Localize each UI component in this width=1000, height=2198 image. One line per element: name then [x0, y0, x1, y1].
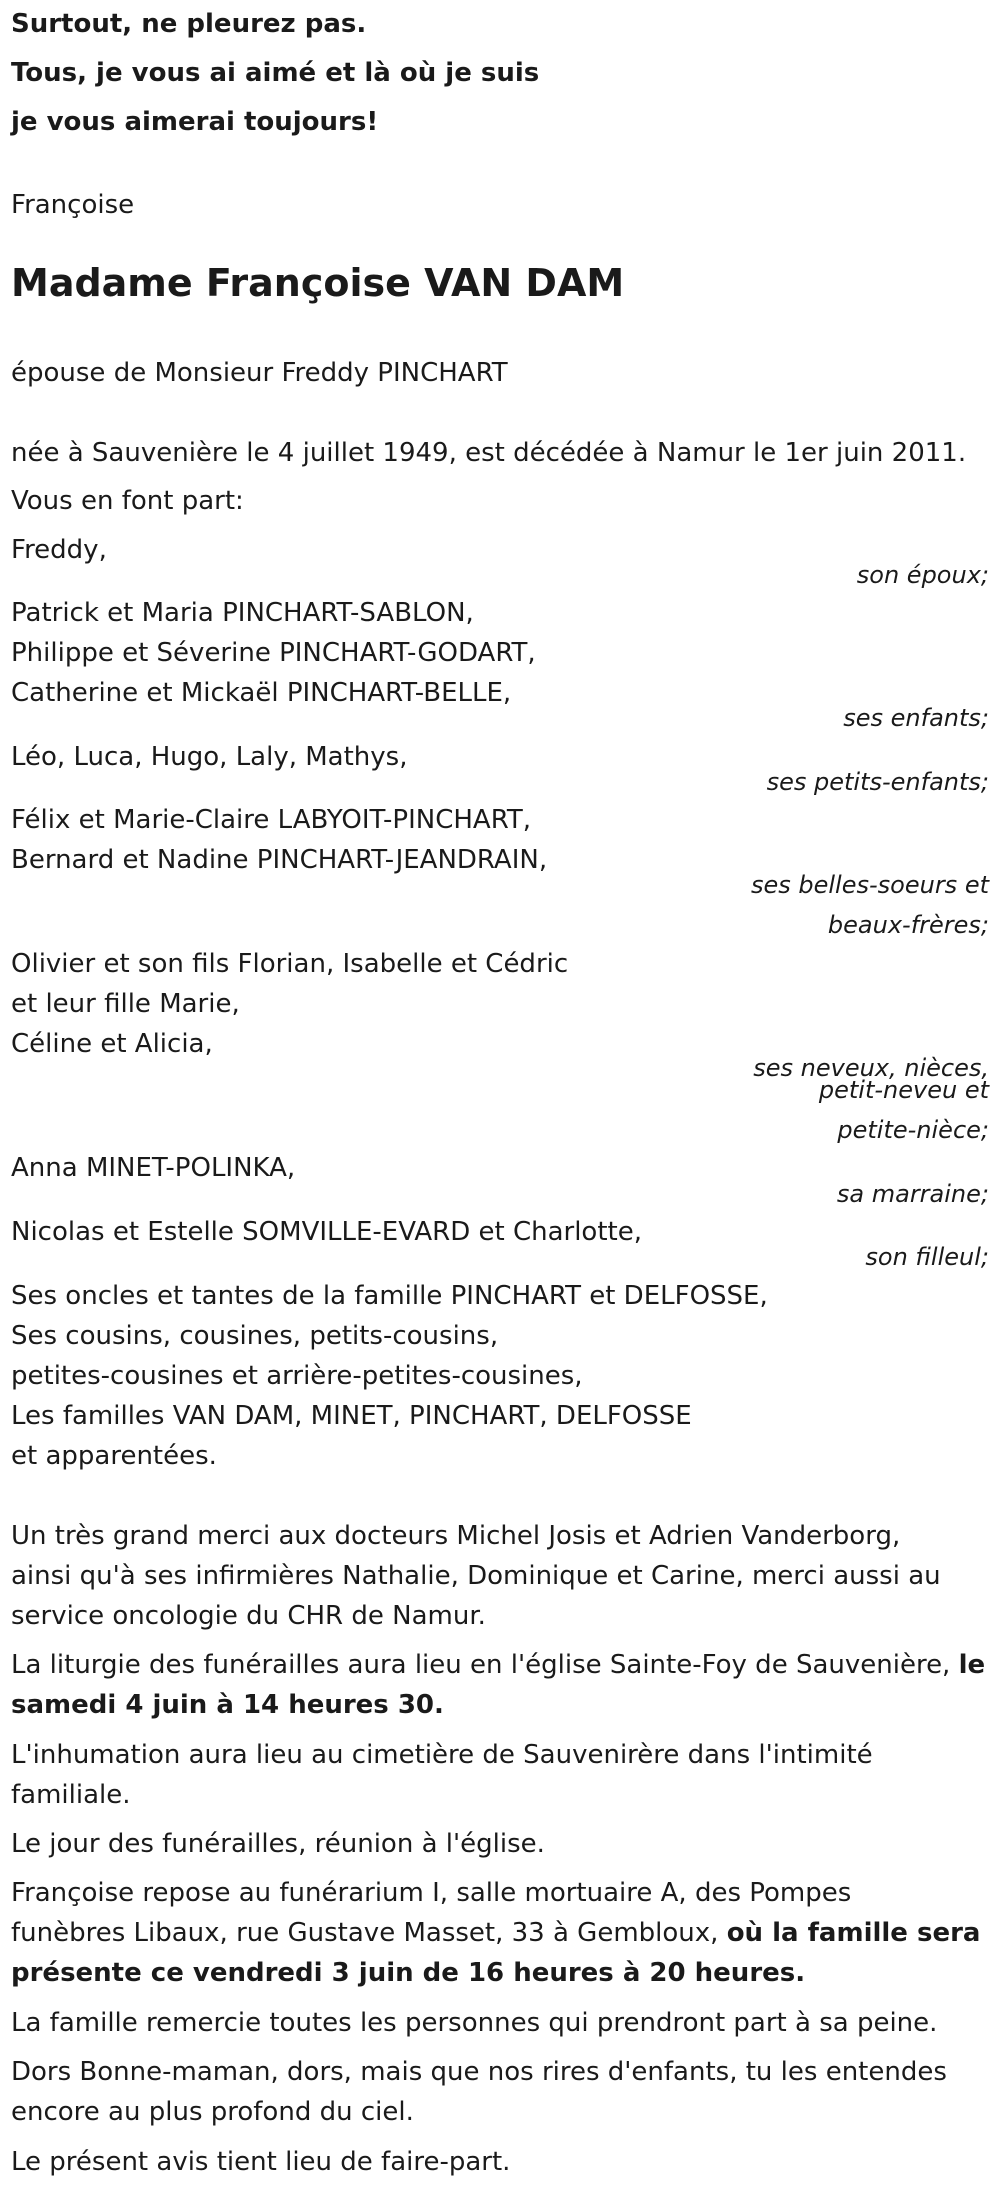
poem-line: je vous aimerai toujours! — [11, 107, 379, 137]
mourner-name: Freddy, — [11, 535, 107, 565]
deceased-name-title: Madame Françoise VAN DAM — [11, 261, 625, 305]
mourner-name: Céline et Alicia, — [11, 1029, 213, 1059]
relation-label: son filleul; — [865, 1243, 989, 1271]
mourner-name: petites-cousines et arrière-petites-cousines, — [11, 1361, 583, 1391]
relation-label: son époux; — [856, 561, 989, 589]
mourner-name: et leur fille Marie, — [11, 989, 240, 1019]
repose-family-presence-time: présente ce vendredi 3 juin de 16 heures à 20 heures. — [11, 1958, 806, 1988]
meeting-line: Le jour des funérailles, réunion à l'église. — [11, 1829, 545, 1859]
mourner-name: Olivier et son fils Florian, Isabelle et Cédric — [11, 949, 569, 979]
liturgy-text: La liturgie des funérailles aura lieu en l'église Sainte-Foy de Sauvenière, — [11, 1650, 959, 1680]
poem-signature: Françoise — [11, 190, 135, 220]
mourner-name: Les familles VAN DAM, MINET, PINCHART, DELFOSSE — [11, 1401, 692, 1431]
birth-death-line: née à Sauvenière le 4 juillet 1949, est décédée à Namur le 1er juin 2011. — [11, 438, 967, 468]
relation-label: ses neveux, nièces, — [753, 1054, 989, 1082]
liturgy-line — [11, 1645, 985, 1685]
relation-label: sa marraine; — [836, 1180, 989, 1208]
repose-text: funèbres Libaux, rue Gustave Masset, 33 à Gembloux, — [11, 1918, 727, 1948]
mourner-name: Ses cousins, cousines, petits-cousins, — [11, 1321, 499, 1351]
relation-label: ses belles-soeurs et — [750, 871, 989, 899]
repose-line — [11, 1913, 980, 1953]
relation-label: beaux-frères; — [827, 911, 989, 939]
announcement-intro: Vous en font part: — [11, 486, 244, 516]
poem-line: Surtout, ne pleurez pas. — [11, 9, 367, 39]
relation-label: petite-nièce; — [837, 1116, 989, 1144]
mourner-name: Léo, Luca, Hugo, Laly, Mathys, — [11, 742, 408, 772]
closing-line: encore au plus profond du ciel. — [11, 2097, 414, 2127]
poem-line: Tous, je vous ai aimé et là où je suis — [11, 58, 540, 88]
mourner-name: Patrick et Maria PINCHART-SABLON, — [11, 598, 474, 628]
burial-line: L'inhumation aura lieu au cimetière de Sauvenirère dans l'intimité — [11, 1740, 873, 1770]
thanks-line: service oncologie du CHR de Namur. — [11, 1601, 486, 1631]
mourner-name: Nicolas et Estelle SOMVILLE-EVARD et Charlotte, — [11, 1217, 642, 1247]
mourner-name: Félix et Marie-Claire LABYOIT-PINCHART, — [11, 805, 532, 835]
repose-line: Françoise repose au funérarium I, salle mortuaire A, des Pompes — [11, 1878, 852, 1908]
relation-label: ses enfants; — [843, 704, 989, 732]
mourner-name: et apparentées. — [11, 1441, 217, 1471]
burial-line: familiale. — [11, 1780, 131, 1810]
relation-label: ses petits-enfants; — [766, 768, 989, 796]
mourner-name: Ses oncles et tantes de la famille PINCHART et DELFOSSE, — [11, 1281, 768, 1311]
mourner-name: Philippe et Séverine PINCHART-GODART, — [11, 638, 536, 668]
closing-line: Dors Bonne-maman, dors, mais que nos rires d'enfants, tu les entendes — [11, 2057, 947, 2087]
relation-label: petit-neveu et — [818, 1076, 989, 1104]
liturgy-date: samedi 4 juin à 14 heures 30. — [11, 1690, 444, 1720]
liturgy-date-start: le — [958, 1650, 986, 1680]
thanks-line: ainsi qu'à ses infirmières Nathalie, Dominique et Carine, merci aussi au — [11, 1561, 941, 1591]
family-thanks: La famille remercie toutes les personnes qui prendront part à sa peine. — [11, 2008, 938, 2038]
mourner-name: Bernard et Nadine PINCHART-JEANDRAIN, — [11, 845, 548, 875]
spouse-line: épouse de Monsieur Freddy PINCHART — [11, 358, 508, 388]
thanks-line: Un très grand merci aux docteurs Michel Josis et Adrien Vanderborg, — [11, 1521, 901, 1551]
mourner-name: Anna MINET-POLINKA, — [11, 1153, 296, 1183]
repose-family-presence: où la famille sera — [726, 1918, 981, 1948]
mourner-name: Catherine et Mickaël PINCHART-BELLE, — [11, 678, 512, 708]
notice-line: Le présent avis tient lieu de faire-part. — [11, 2147, 511, 2177]
